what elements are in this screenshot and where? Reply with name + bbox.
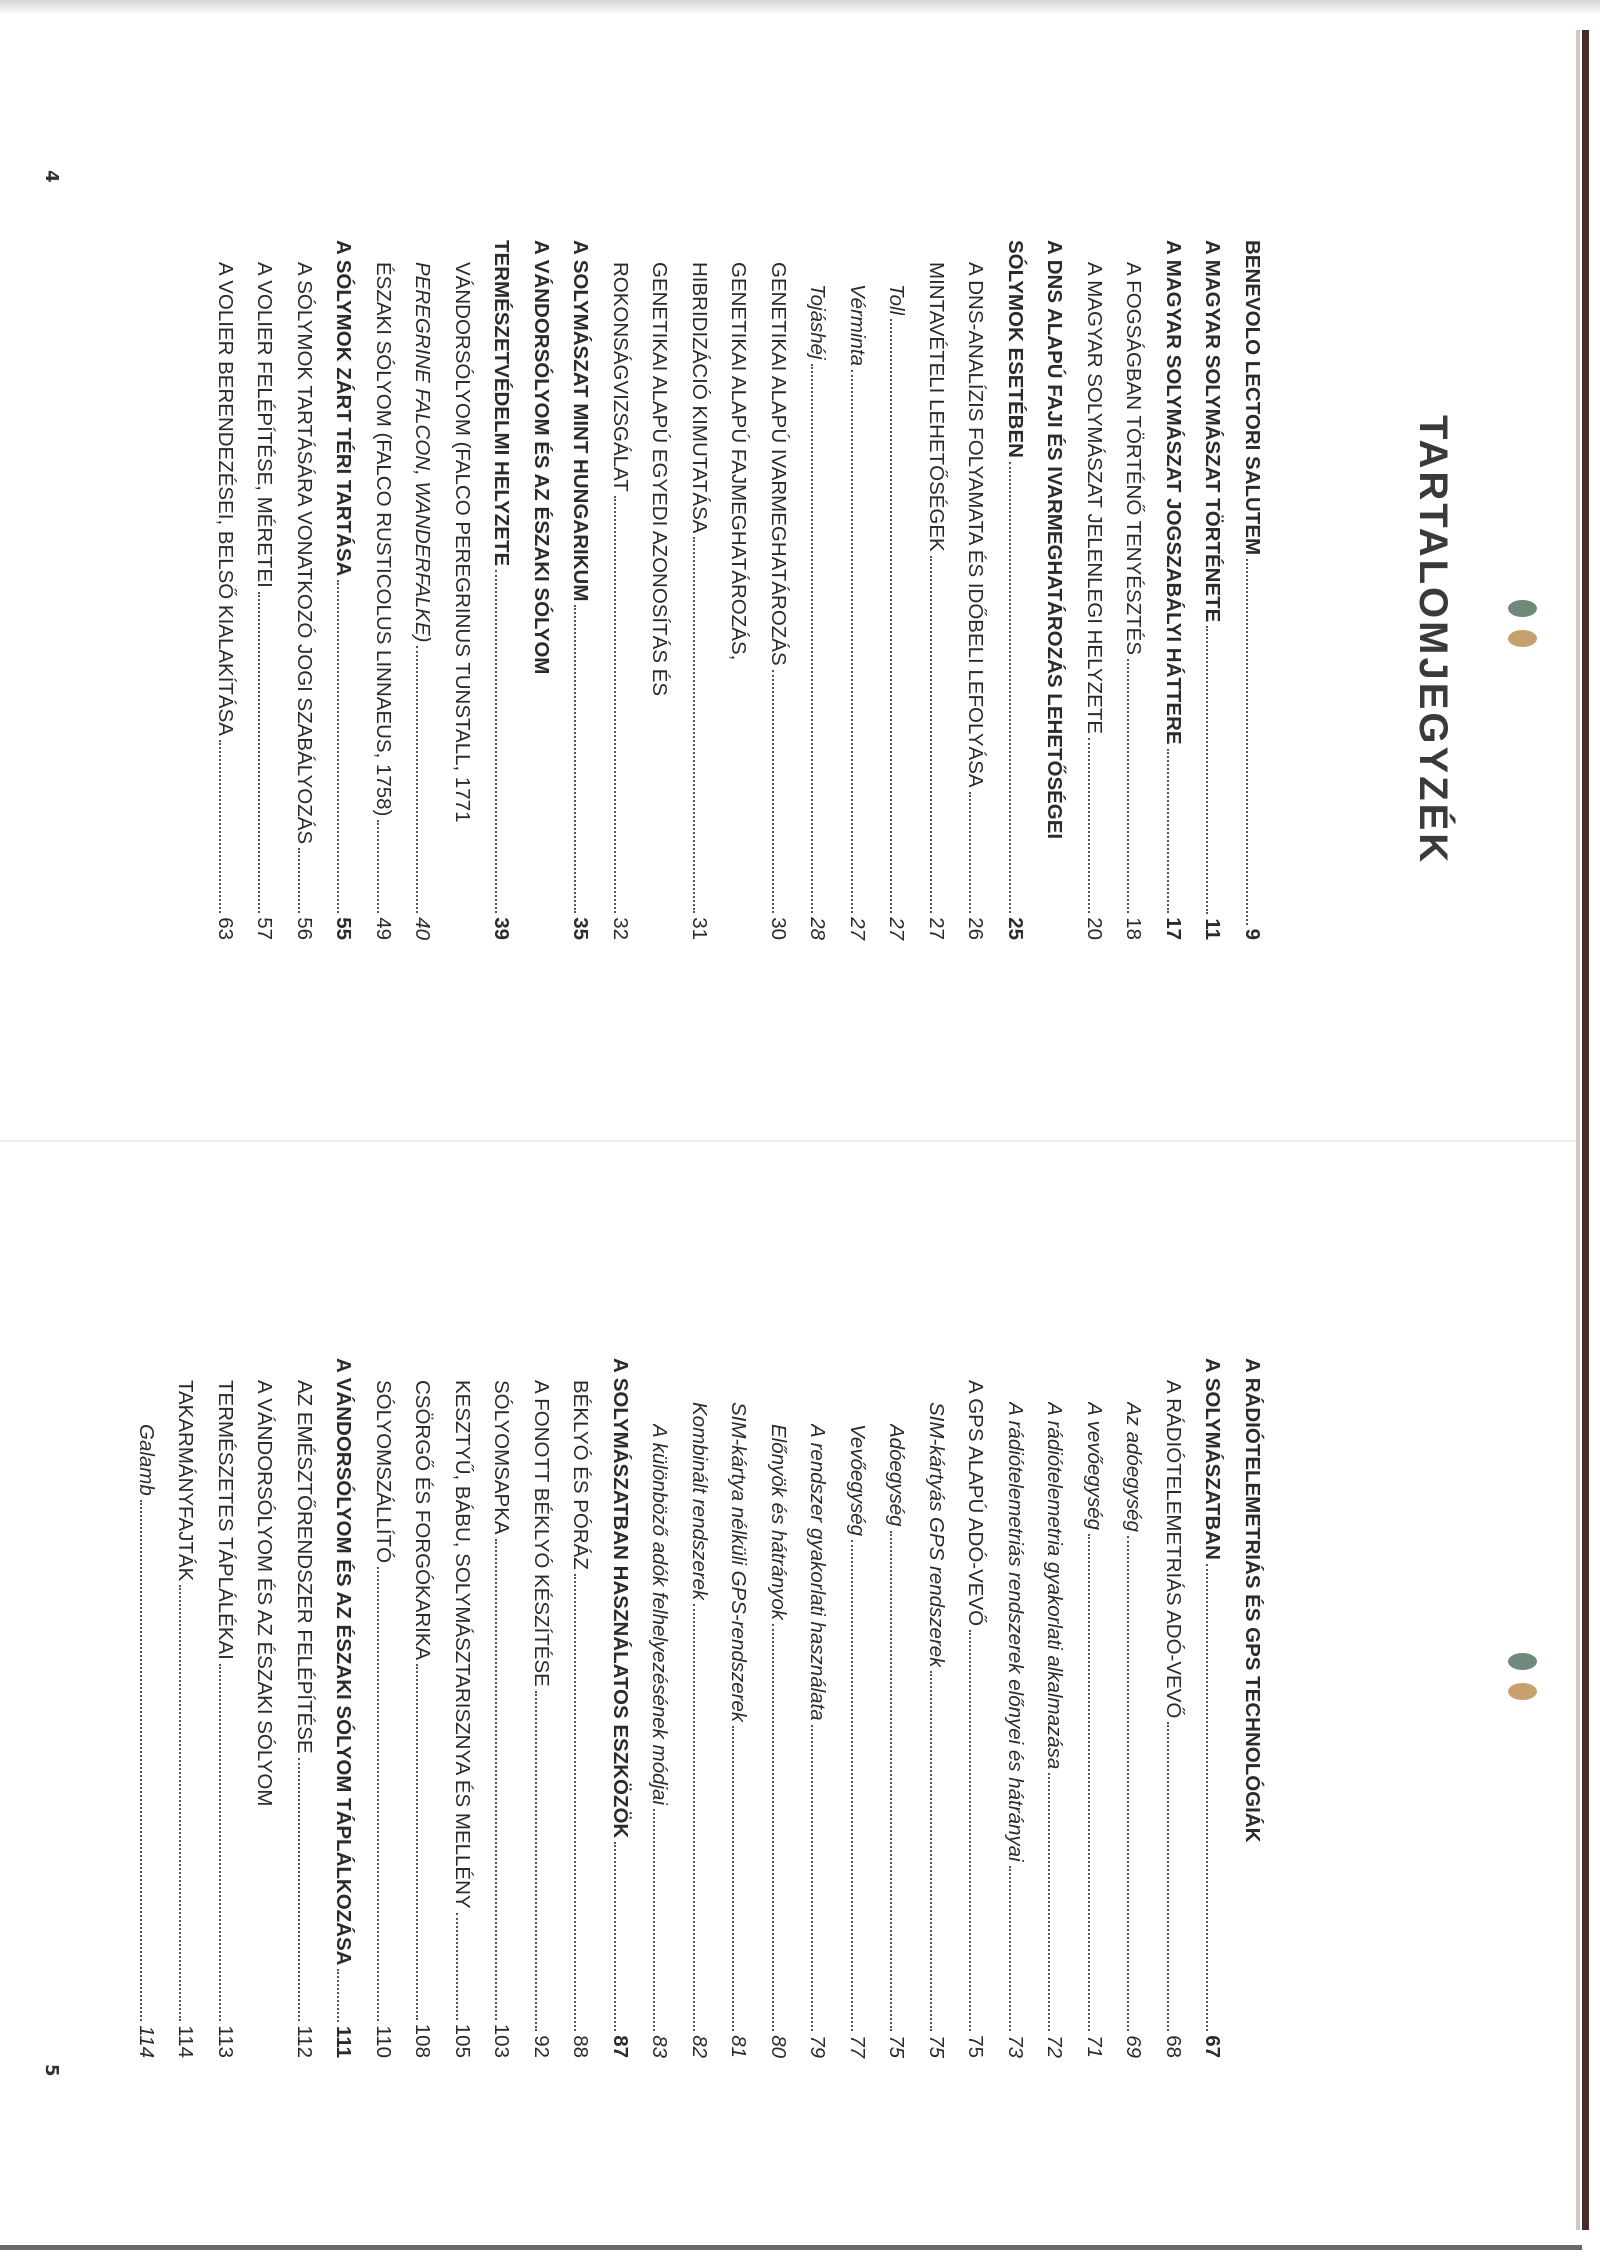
toc-entry [1114,240,1154,940]
dot-leader [812,1725,814,2032]
toc-entry [482,240,522,940]
dot-leader [733,1726,735,2031]
toc-entry [324,240,364,940]
toc-entry-title: VÁNDORSÓLYOM (FALCO PEREGRINUS TUNSTALL, 1771 [451,262,474,823]
toc-entry-page: 25 [1004,917,1027,940]
toc-entry-page: 56 [293,917,316,940]
toc-entry-title: A FOGSÁGBAN TÖRTÉNŐ TENYÉSZTÉS [1122,262,1146,656]
toc-entry-page: 30 [767,917,790,940]
toc-entry-page: 68 [1162,2035,1185,2058]
toc-entry-page: 11 [1201,918,1225,940]
dot-leader [219,740,221,913]
toc-entry-page: 114 [135,2025,158,2058]
toc-entry-title: A VÁNDORSÓLYOM ÉS AZ ÉSZAKI SÓLYOM TÁPLÁLKOZÁSA [332,1358,356,1966]
dot-leader [298,1758,300,2022]
toc-entry-title: Vevőegység [846,1424,869,1537]
toc-entry-page: 32 [609,917,632,940]
toc-entry [1193,1358,1233,2058]
toc-entry [285,1358,325,2058]
toc-entry [245,240,285,940]
dot-leader [891,319,893,913]
toc-entry-title: A VOLIER BERENDEZÉSEI, BELSŐ KIALAKÍTÁSA [214,262,237,736]
green-leaf-icon [1508,1653,1537,1670]
toc-entry-title: A SÓLYMOK ZÁRT TÉRI TARTÁSA [332,240,356,577]
left-page-number: 4 [41,170,62,183]
toc-entry [996,1358,1036,2058]
toc-entry [364,240,404,940]
toc-entry-page: 112 [293,2025,316,2058]
toc-entry-title: A FONOTT BÉKLYÓ KÉSZÍTÉSE [530,1380,553,1687]
toc-entry [917,240,957,940]
toc-entry-page: 49 [372,917,395,940]
dot-leader [140,1500,142,2022]
toc-entry-title: CSÖRGŐ ÉS FORGÓKARIKA [411,1380,435,1661]
toc-entry-title: Tojáshéj [806,284,830,360]
toc-entry-page: 69 [1122,2035,1146,2058]
dot-leader [1207,626,1209,914]
toc-entry-page: 81 [727,2035,751,2058]
toc-entry-title: A rádiótelemetria gyakorlati alkalmazása [1043,1402,1067,1770]
dot-leader [1167,1722,1169,2031]
toc-entry-page: 40 [411,917,435,940]
dot-leader [1246,559,1248,924]
toc-entry-title: A SÓLYMOK TARTÁSÁRA VONATKOZÓ JOGI SZABÁLYOZÁS [293,262,316,845]
dot-leader [1049,1773,1051,2031]
toc-entry-title: KESZTYŰ, BÁBU, SOLYMÁSZTARISZNYA ÉS MELLÉNY [451,1380,474,1909]
toc-entry-page: 79 [806,2035,830,2058]
toc-entry [640,1358,680,2058]
toc-entry [245,1358,285,2058]
toc-entry-page: 67 [1201,2035,1225,2058]
dot-leader [654,1809,656,2031]
toc-entry-page: 63 [214,917,237,940]
toc-entry-title: ROKONSÁGVIZSGÁLAT [609,262,632,492]
toc-entry [166,1358,206,2058]
dot-leader [456,1913,458,2020]
dot-leader [693,537,695,913]
toc-entry-page: 57 [253,917,277,940]
toc-entry-title: TERMÉSZETES TÁPLÁLÉKAI [214,1380,237,1660]
dot-leader [377,820,379,913]
toc-entry [956,1358,996,2058]
dot-leader [891,1531,893,2032]
toc-entry-title: A VOLIER FELÉPÍTÉSE, MÉRETEI [253,262,277,588]
dot-leader [1128,659,1130,913]
toc-entry-page: 114 [174,2025,198,2058]
page-title: TARTALOMJEGYZÉK [1411,415,1455,866]
toc-entry-title: TERMÉSZETVÉDELMI HELYZETE [490,240,514,567]
toc-entry-title: SÓLYOMSZÁLLÍTÓ [372,1380,395,1564]
toc-entry [403,1358,443,2058]
toc-entry [443,240,483,940]
toc-entry [443,1358,483,2058]
toc-entry-page: 73 [1004,2035,1027,2058]
dot-leader [970,792,972,914]
toc-entry-page: 80 [767,2035,790,2058]
dot-leader [535,1691,537,2031]
toc-entry-title: SÓLYMOK ESETÉBEN [1004,240,1027,458]
toc-entry [1035,240,1075,940]
tan-leaf-icon [1508,630,1537,647]
toc-entry-title: A DNS ALAPÚ FAJI ÉS IVARMEGHATÁROZÁS LEHETŐSÉGEI [1043,240,1067,840]
toc-entry-title: GENETIKAI ALAPÚ EGYEDI AZONOSÍTÁS ÉS [648,262,672,697]
toc-entry [759,240,799,940]
toc-entry-title: TAKARMÁNYFAJTÁK [174,1380,198,1582]
dot-leader [1207,1564,1209,2031]
dot-leader [219,1664,221,2021]
toc-entry-title: A SOLYMÁSZATBAN [1201,1358,1225,1560]
toc-entry-page: 31 [688,917,711,940]
toc-entry-page: 75 [885,2035,909,2058]
book-spine [1582,30,1589,2230]
toc-entry [561,1358,601,2058]
toc-entry [403,240,443,940]
toc-entry [877,1358,917,2058]
toc-entry-title: A GPS ALAPÚ ADÓ-VEVŐ [964,1380,988,1627]
toc-entry-page: 28 [806,917,830,940]
toc-entry-page: 27 [846,917,869,940]
toc-entry-page: 75 [925,2035,948,2058]
dot-leader [851,370,853,913]
toc-entry-page: 111 [332,2026,356,2058]
toc-entry-title: HIBRIDIZÁCIÓ KIMUTATÁSA [688,262,711,534]
toc-entry-title: Galamb [135,1424,158,1496]
toc-entry [719,240,759,940]
dot-leader [1088,1534,1090,2031]
toc-entry-title: BENEVOLO LECTORI SALUTEM [1241,240,1264,556]
toc-entry-title: A VÁNDORSÓLYOM ÉS AZ ÉSZAKI SÓLYOM [530,240,553,675]
dot-leader [575,605,577,913]
toc-entry-title: A rendszer gyakorlati használata [806,1424,830,1721]
toc-entry-title: A különböző adók felhelyezésének módjai [648,1424,672,1806]
dot-leader [614,1842,616,2031]
toc-entry [680,1358,720,2058]
toc-entry-page: 88 [569,2035,593,2058]
tan-leaf-icon [1508,1683,1537,1700]
toc-entry-page: 17 [1162,917,1185,940]
toc-entry-title: A SOLYMÁSZATBAN HASZNÁLATOS ESZKÖZÖK [609,1358,632,1839]
dot-leader [338,580,340,913]
toc-entry [917,1358,957,2058]
toc-entry [601,240,641,940]
toc-entry [1193,240,1233,940]
toc-entry-title: A SOLYMÁSZAT MINT HUNGARIKUM [569,240,593,602]
toc-entry-page: 87 [609,2035,632,2058]
book-spread [0,30,1580,2230]
toc-right-list [127,1358,1273,2058]
toc-entry [877,240,917,940]
toc-entry-title: Toll [885,284,909,316]
dot-leader [930,556,932,913]
dot-leader [338,1969,340,2022]
toc-entry-title: Kombinált rendszerek [688,1402,711,1601]
toc-entry-page: 83 [648,2035,672,2058]
toc-entry [1075,1358,1115,2058]
toc-entry-page: 103 [490,2023,514,2058]
dot-leader [1128,1536,1130,2031]
toc-left-list [206,240,1273,940]
dot-leader [851,1540,853,2031]
scan-edge [0,0,1600,14]
toc-entry-title: ÉSZAKI SÓLYOM (FALCO RUSTICOLUS LINNAEUS, 1758) [372,262,395,817]
toc-entry-title: AZ EMÉSZTŐRENDSZER FELÉPÍTÉSE [293,1380,316,1754]
book-edge [0,2245,1582,2250]
toc-entry [1233,240,1273,940]
toc-entry [640,240,680,940]
toc-entry-page: 55 [332,917,356,940]
toc-entry-title: A MAGYAR SOLYMÁSZAT JOGSZABÁLYI HÁTTERE [1162,240,1185,745]
toc-entry-page: 27 [925,917,948,940]
toc-entry [285,240,325,940]
toc-entry-page: 77 [846,2035,869,2058]
toc-entry-page: 105 [451,2023,474,2058]
toc-entry-page: 35 [569,917,593,940]
toc-entry-page: 39 [490,917,514,940]
dot-leader [693,1604,695,2031]
toc-entry [522,1358,562,2058]
toc-entry [1075,240,1115,940]
toc-entry-page: 18 [1122,917,1146,940]
toc-entry [798,1358,838,2058]
dot-leader [1167,749,1169,914]
toc-entry [206,1358,246,2058]
toc-entry-title: GENETIKAI ALAPÚ FAJMEGHATÁROZÁS, [727,262,751,661]
toc-entry-title: A MAGYAR SOLYMÁSZAT TÖRTÉNETE [1201,240,1225,623]
green-leaf-icon [1508,600,1537,617]
toc-entry-page: 82 [688,2035,711,2058]
toc-entry [1154,1358,1194,2058]
toc-entry [798,240,838,940]
toc-entry-page: 72 [1043,2035,1067,2058]
toc-entry-title: Adóegység [885,1424,909,1527]
dot-leader [298,848,300,913]
toc-entry [561,240,601,940]
toc-entry [838,1358,878,2058]
dot-leader [496,570,498,913]
toc-entry-title: SIM-kártyás GPS rendszerek [925,1402,948,1668]
toc-entry [1233,1358,1273,2058]
dot-leader [614,496,616,913]
toc-entry-title: A DNS-ANALÍZIS FOLYAMATA ÉS IDŐBELI LEFOLYÁSA [964,262,988,788]
toc-entry-page: 27 [885,917,909,940]
right-page-number: 5 [41,2064,62,2077]
dot-leader [1009,1866,1011,2032]
toc-entry-page: 26 [964,917,988,940]
toc-entry-page: 108 [411,2023,435,2058]
toc-entry-title: BÉKLYÓ ÉS PÓRÁZ [569,1380,593,1570]
toc-entry [1114,1358,1154,2058]
toc-entry [719,1358,759,2058]
toc-entry [206,240,246,940]
toc-entry [127,1358,167,2058]
dot-leader [259,592,261,913]
toc-entry-page: 71 [1083,2035,1106,2058]
toc-entry-page: 92 [530,2035,553,2058]
toc-entry-title: PEREGRINE FALCON, WANDERFALKE) [411,262,435,643]
dot-leader [377,1567,379,2021]
toc-entry-title: MINTAVÉTELI LEHETŐSÉGEK [925,262,948,552]
toc-entry [482,1358,522,2058]
toc-entry [364,1358,404,2058]
toc-entry-page: 9 [1241,928,1264,940]
toc-entry [601,1358,641,2058]
dot-leader [575,1574,577,2031]
dot-leader [930,1671,932,2031]
toc-entry-page: 113 [214,2025,237,2058]
toc-entry [1035,1358,1075,2058]
toc-entry-title: A MAGYAR SOLYMÁSZAT JELENLEGI HELYZETE [1083,262,1106,735]
toc-entry-title: SIM-kártya nélküli GPS-rendszerek [727,1402,751,1723]
dot-leader [772,670,774,914]
toc-entry-title: A VÁNDORSÓLYOM ÉS AZ ÉSZAKI SÓLYOM [253,1380,277,1807]
toc-entry-title: GENETIKAI ALAPÚ IVARMEGHATÁROZÁS [767,262,790,666]
toc-entry-title: A vevőegység [1083,1402,1106,1531]
toc-entry-title: A RÁDIÓTELEMETRIÁS ADÓ-VEVŐ [1162,1380,1185,1719]
toc-entry [324,1358,364,2058]
toc-entry-title: Az adóegység [1122,1402,1146,1532]
dot-leader [180,1585,182,2021]
toc-entry [996,240,1036,940]
toc-entry-title: Vérminta [846,284,869,367]
dot-leader [812,364,814,914]
toc-entry [838,240,878,940]
toc-entry [680,240,720,940]
toc-entry [956,240,996,940]
toc-entry-title: A rádiótelemetriás rendszerek előnyei és hátrányai [1004,1402,1027,1862]
toc-entry-page: 75 [964,2035,988,2058]
toc-entry [522,240,562,940]
toc-entry-title: SÓLYOMSAPKA [490,1380,514,1535]
toc-entry [1154,240,1194,940]
toc-entry-title: Előnyök és hátrányok [767,1424,790,1621]
dot-leader [1009,462,1011,913]
toc-entry-title: A RÁDIÓTELEMETRIÁS ÉS GPS TECHNOLÓGIÁK [1241,1358,1264,1843]
dot-leader [970,1630,972,2031]
dot-leader [417,1664,419,2020]
dot-leader [417,646,419,913]
dot-leader [496,1539,498,2020]
dot-leader [772,1624,774,2031]
dot-leader [1088,738,1090,913]
toc-entry-page: 20 [1083,917,1106,940]
toc-entry [759,1358,799,2058]
toc-entry-page: 110 [372,2025,395,2058]
